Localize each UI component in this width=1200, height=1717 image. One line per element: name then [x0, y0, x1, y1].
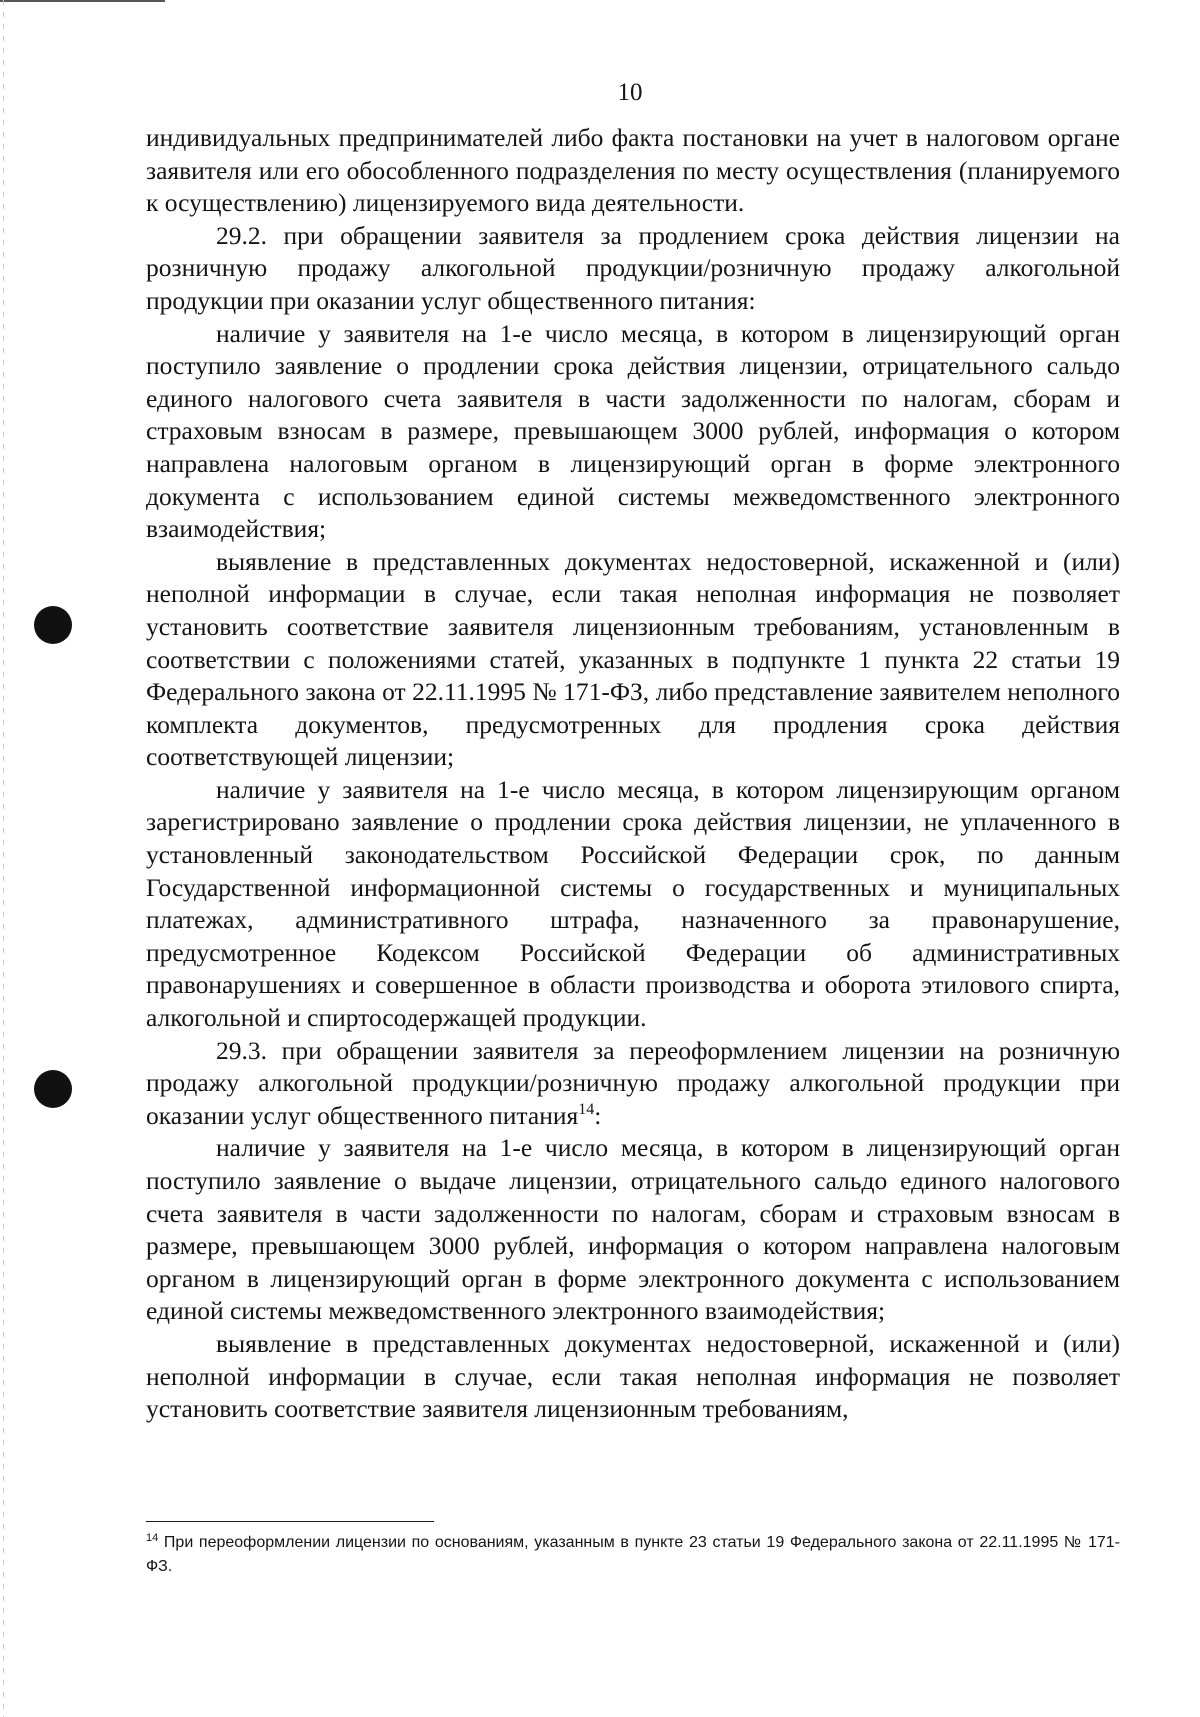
footnote-text: При переоформлении лицензии по основаниям, указанным в пункте 23 статьи 19 Федерального закона от 22.11.1995 № 171-ФЗ. [146, 1534, 1120, 1575]
paragraph: наличие у заявителя на 1-е число месяца, в котором в лицензирующий орган поступило заявление о выдаче лицензии, отрицательного сальдо единого налогового счета заявителя в части задолженности по налогам, сборам и страховым взносам в размере, превышающем 3000 рублей, информация о котором направлена налоговым органом в лицензирующий орган в форме электронного документа с использованием единой системы межведомственного электронного взаимодействия; [146, 1133, 1120, 1326]
paragraph: индивидуальных предпринимателей либо факта постановки на учет в налоговом органе заявителя или его обособленного подразделения по месту осуществления (планируемого к осуществлению) лицензируемого вида деятельности. [146, 123, 1120, 218]
paragraph-text: 29.3. при обращении заявителя за переоформлением лицензии на розничную продажу алкогольной продукции/розничную продажу алкогольной продукции при оказании услуг общественного питания [146, 1035, 1120, 1130]
footnote-marker: 14 [146, 1532, 159, 1544]
paragraph: наличие у заявителя на 1-е число месяца, в котором в лицензирующий орган поступило заявление о продлении срока действия лицензии, отрицательного сальдо единого налогового счета заявителя в части задолженности по налогам, сборам и страховым взносам в размере, превышающем 3000 рублей, информация о котором направлена налоговым органом в лицензирующий орган в форме электронного документа с использованием единой системы межведомственного электронного взаимодействия; [146, 318, 1120, 544]
paragraph: выявление в представленных документах недостоверной, искаженной и (или) неполной информации в случае, если такая неполная информация не позволяет установить соответствие заявителя лицензионным требованиям, установленным в соответствии с положениями статей, указанных в подпункте 1 пункта 22 статьи 19 Федерального закона от 22.11.1995 № 171-ФЗ, либо представление заявителем неполного комплекта документов, предусмотренных для продления срока действия соответствующей лицензии; [146, 546, 1120, 772]
scan-edge-mark [0, 0, 165, 2]
paragraph [146, 1035, 1120, 1133]
paragraph-tail: : [594, 1100, 602, 1130]
punch-hole [34, 1070, 72, 1108]
footnote-separator [146, 1521, 434, 1522]
footnote-reference: 14 [578, 1100, 595, 1118]
paragraph: 29.2. при обращении заявителя за продлением срока действия лицензии на розничную продажу алкогольной продукции/розничную продажу алкогольной продукции при оказании услуг общественного питания: [146, 220, 1120, 315]
paragraph: выявление в представленных документах недостоверной, искаженной и (или) неполной информации в случае, если такая неполная информация не позволяет установить соответствие заявителя лицензионным требованиям, [146, 1328, 1120, 1424]
footnote [146, 1531, 1120, 1579]
page-number: 10 [617, 79, 643, 106]
punch-hole [34, 606, 72, 644]
paragraph: наличие у заявителя на 1-е число месяца, в котором лицензирующим органом зарегистрировано заявление о продлении срока действия лицензии, не уплаченного в установленный законодательством Российской Федерации срок, по данным Государственной информационной системы о государственных и муниципальных платежах, административного штрафа, назначенного за правонарушение, предусмотренное Кодексом Российской Федерации об административных правонарушениях и совершенное в области производства и оборота этилового спирта, алкогольной и спиртосодержащей продукции. [146, 774, 1120, 1033]
document-body [146, 122, 1120, 1426]
scan-edge-line [3, 0, 4, 1717]
